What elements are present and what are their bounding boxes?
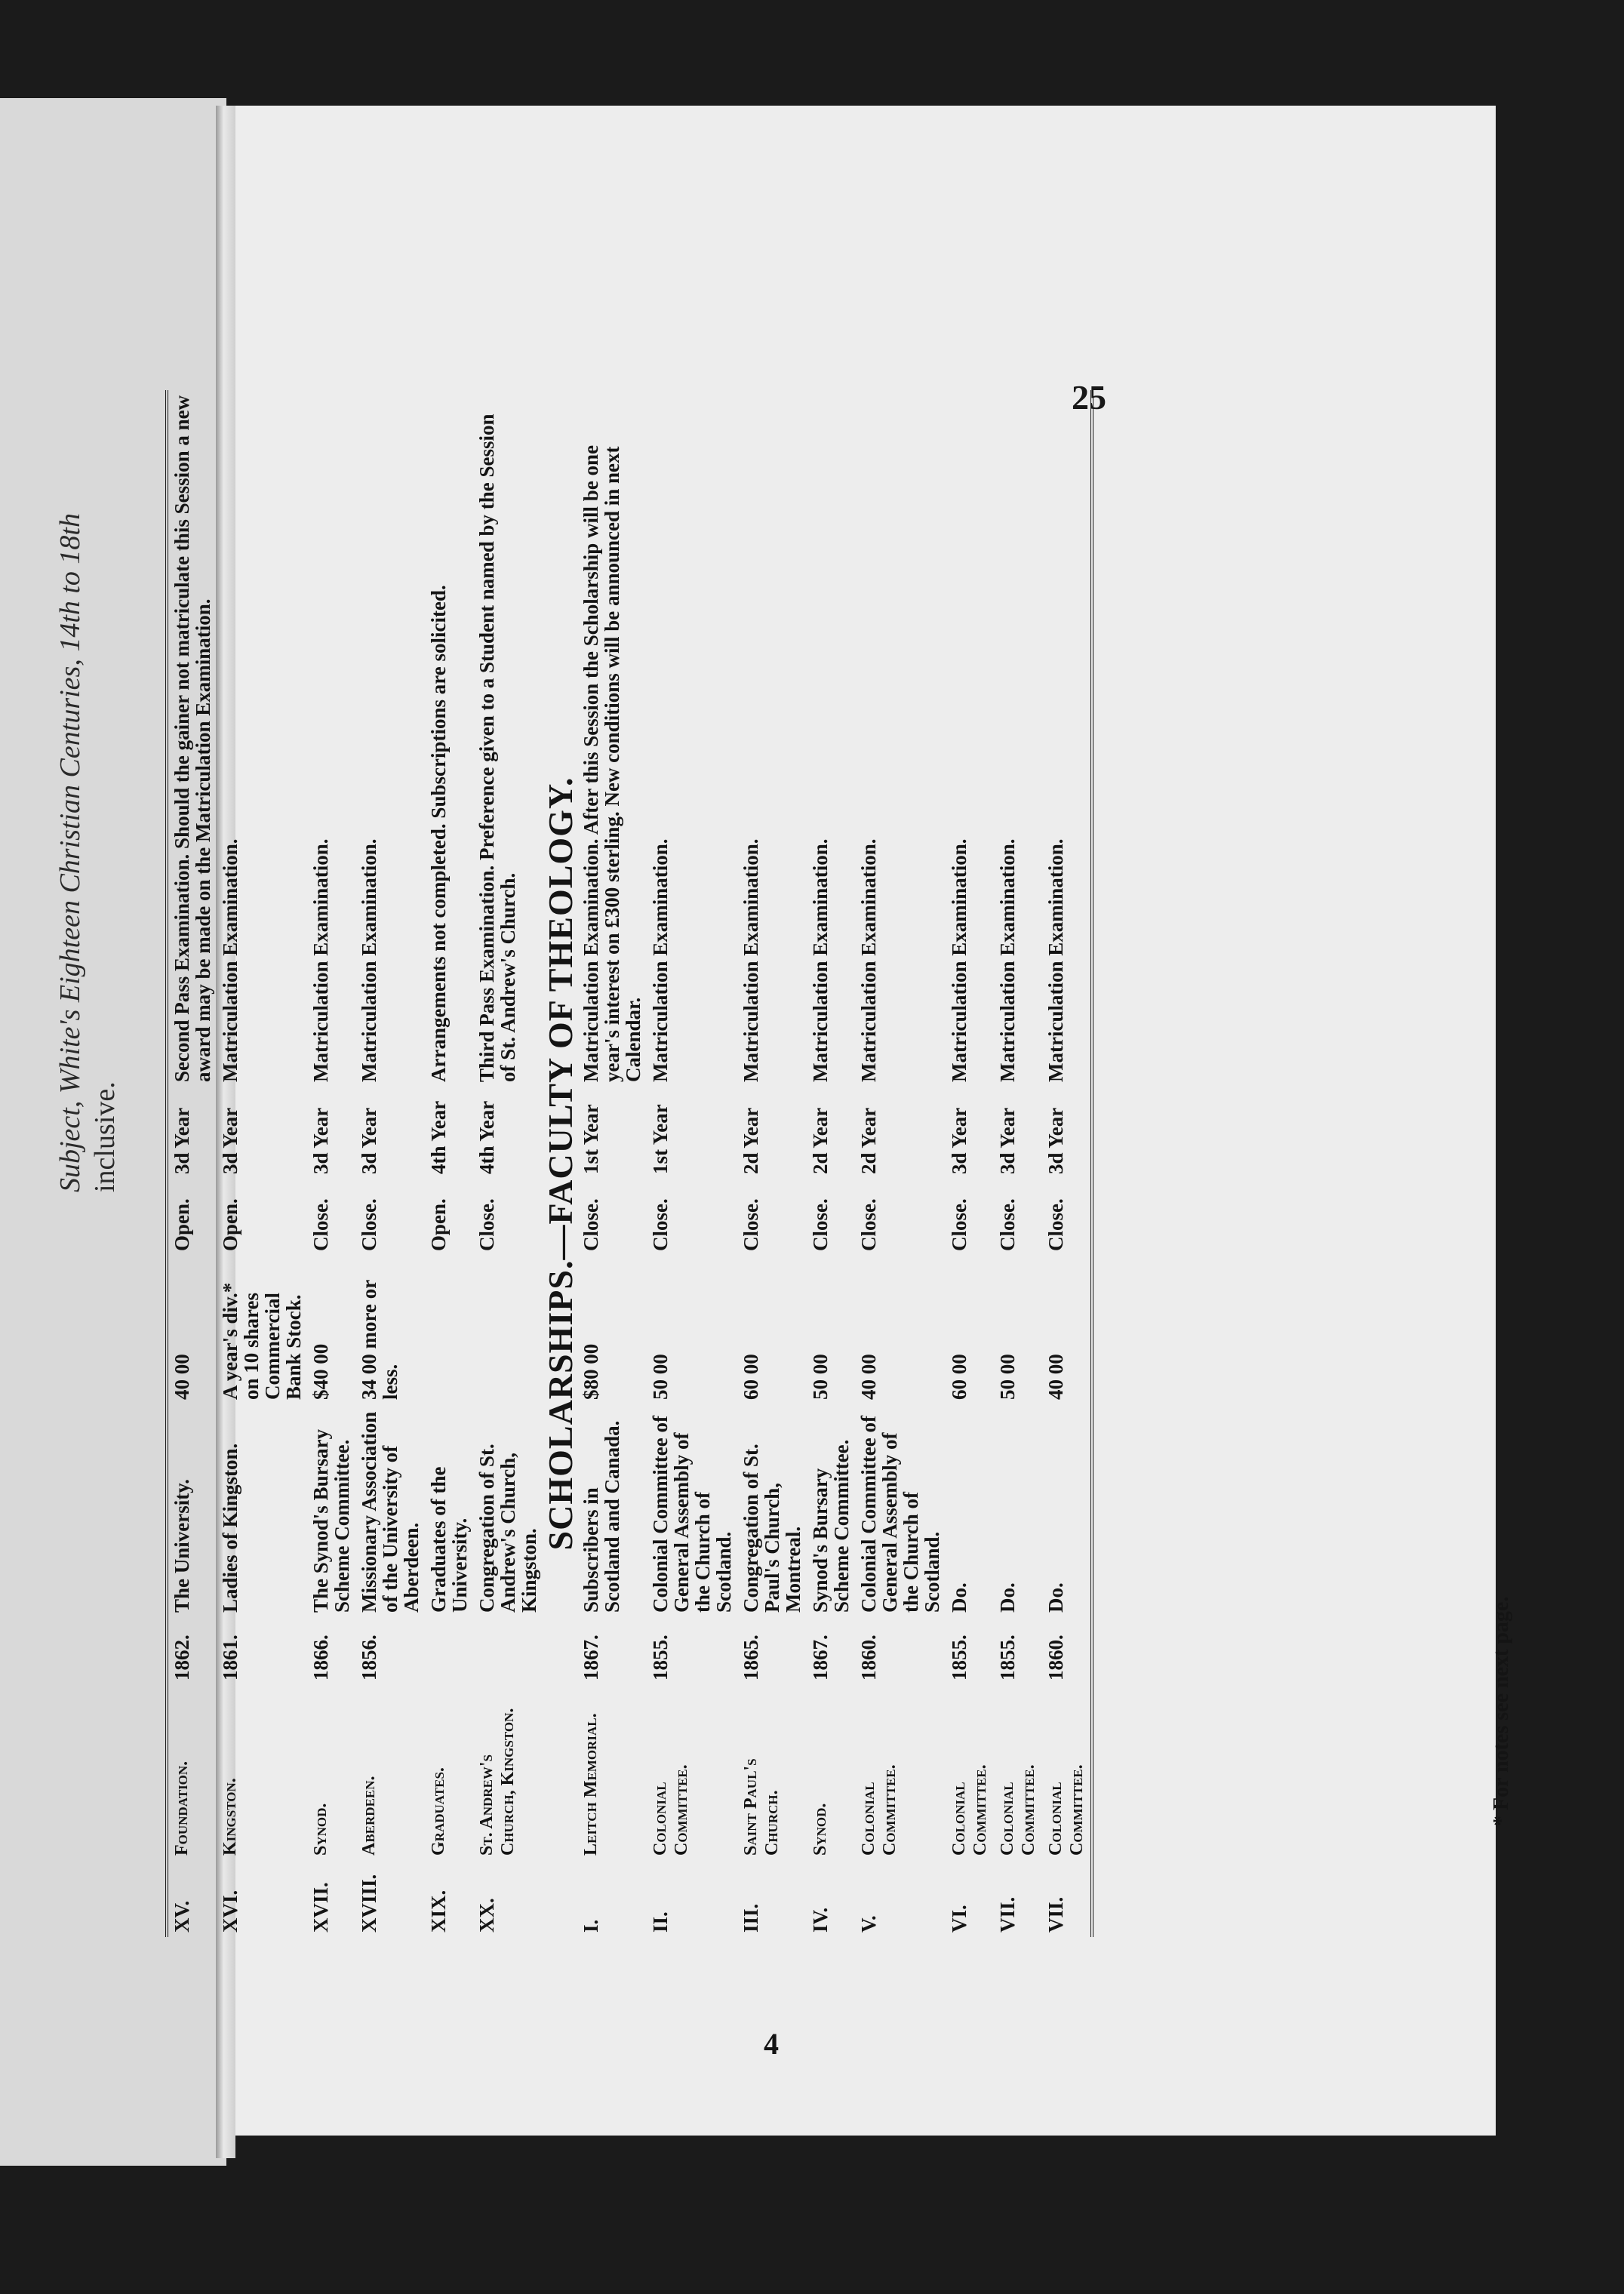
table-body-lower [577,390,1092,1937]
tenure: Close. [309,1198,332,1251]
year-of-course: 2d Year [809,1107,832,1174]
year-of-course: 3d Year [309,1107,332,1174]
conditions: Matriculation Examination. [219,838,241,1082]
year-of-course: 3d Year [171,1107,193,1174]
table-row [577,390,647,1937]
scholarship-name: Colonial Committee. [859,1764,900,1856]
table-row [217,390,307,1937]
tenure: Close. [809,1198,832,1251]
scholarship-name: Saint Paul's Church. [741,1758,782,1856]
row-number: XV. [171,1900,193,1933]
funded-by: Ladies of Kingston. [219,1443,241,1613]
scholarship-value: 60 00 [948,1354,970,1400]
page-number: 25 [1072,378,1106,417]
table-row [473,390,543,1937]
funded-by: Graduates of the University. [427,1466,471,1613]
conditions: Matriculation Examination. [857,838,880,1082]
funded-by: Missionary Association of the University of Aberdeen. [358,1411,423,1613]
scholarship-name: Colonial Committee. [998,1764,1038,1856]
table-row [737,390,807,1937]
founded-year: 1855. [948,1634,970,1681]
year-of-course: 3d Year [948,1107,970,1174]
founded-year: 1856. [358,1634,380,1681]
row-number: XX. [475,1898,498,1933]
conditions: Matriculation Examination. [309,838,332,1082]
tenure: Close. [358,1198,380,1251]
table-row [994,390,1042,1937]
funded-by: Colonial Committee of General Assembly of the Church of Scotland. [649,1416,735,1613]
year-of-course: 3d Year [219,1107,241,1174]
founded-year: 1861. [219,1634,241,1681]
left-text-line-1: Subject, White's Eighteen Christian Centuries, 14th to 18th [54,513,86,1192]
section-header-row [543,390,577,1937]
year-of-course: 1st Year [649,1104,672,1174]
scholarship-name: Foundation. [172,1760,192,1856]
section-header: SCHOLARSHIPS.—FACULTY OF THEOLOGY. [541,776,580,1551]
row-number: IV. [809,1907,832,1933]
year-of-course: 2d Year [857,1107,880,1174]
table-row [167,390,217,1937]
founded-year: 1860. [857,1634,880,1681]
scholarship-value: 34 00 more or less. [358,1280,401,1400]
table-row [307,390,355,1937]
tenure: Close. [475,1198,498,1251]
funded-by: The Synod's Bursary Scheme Committee. [309,1428,353,1613]
conditions: Matriculation Examination. [1044,838,1067,1082]
row-number: II. [649,1911,672,1933]
table-row [807,390,855,1937]
row-number: XVII. [309,1882,332,1933]
founded-year: 1867. [809,1634,832,1681]
conditions: Arrangements not completed. Subscriptions are solicited. [427,585,450,1082]
row-number: VI. [948,1905,970,1933]
funded-by: Do. [996,1582,1019,1613]
table-row [647,390,737,1937]
conditions: Second Pass Examination. Should the gainer not matriculate this Session a new award may be made on the Matriculation Examination. [171,395,214,1082]
conditions: Matriculation Examination. [948,838,970,1082]
table-row [425,390,473,1937]
scholarship-name: St. Andrew's Church, Kingston. [477,1708,518,1856]
funded-by: The University. [171,1478,193,1613]
tenure: Open. [219,1198,241,1251]
footnote-text: * For notes see next page. [1490,1596,1513,1826]
tenure: Open. [427,1198,450,1251]
funded-by: Subscribers in Scotland and Canada. [580,1420,623,1613]
scholarship-name: Leitch Memorial. [581,1713,601,1856]
left-page-text [53,400,136,1192]
row-number: III. [740,1903,762,1933]
conditions: Matriculation Examination. [649,838,672,1082]
scholarship-value: $40 00 [309,1343,332,1400]
scholarship-value: 40 00 [857,1354,880,1400]
founded-year [473,1617,543,1685]
scholarship-name: Graduates. [429,1767,448,1856]
scholarship-value [425,1256,473,1404]
founded-year: 1867. [580,1634,602,1681]
tenure: Close. [580,1198,602,1251]
conditions: Matriculation Examination. After this Session the Scholarship will be one year's interest on £300 sterling. New conditions will be announced in next Calendar. [580,444,644,1082]
scholarship-value: 50 00 [996,1354,1019,1400]
section-header-body [541,390,580,1937]
table-row [855,390,946,1937]
scholarship-table-rotated [165,390,1087,1937]
scholarship-name: Colonial Committee. [1046,1764,1087,1856]
signature-mark: 4 [764,2027,779,2061]
founded-year: 1862. [171,1634,193,1681]
row-number: I. [580,1919,602,1933]
founded-year: 1860. [1044,1634,1067,1681]
funded-by: Congregation of St. Paul's Church, Montreal. [740,1444,804,1613]
table-row [946,390,994,1937]
funded-by: Do. [948,1582,970,1613]
scholarship-name: Synod. [311,1803,331,1856]
scholarship-value: 50 00 [649,1354,672,1400]
row-number: VII. [1044,1896,1067,1933]
founded-year: 1866. [309,1634,332,1681]
scholarship-name: Kingston. [220,1778,240,1856]
table-body-upper [167,390,543,1937]
founded-year: 1865. [740,1634,762,1681]
scholarship-name: Colonial Committee. [651,1764,691,1856]
tenure: Close. [996,1198,1019,1251]
year-of-course: 3d Year [1044,1107,1067,1174]
founded-year [425,1617,473,1685]
founded-year: 1855. [649,1634,672,1681]
scholarship-value [473,1256,543,1404]
tenure: Close. [948,1198,970,1251]
scholarship-value: 60 00 [740,1354,762,1400]
tenure: Open. [171,1198,193,1251]
row-number: VII. [996,1896,1019,1933]
year-of-course: 3d Year [358,1107,380,1174]
tenure: Close. [1044,1198,1067,1251]
scholarship-name: Colonial Committee. [949,1764,990,1856]
year-of-course: 2d Year [740,1107,762,1174]
conditions: Matriculation Examination. [358,838,380,1082]
funded-by: Congregation of St. Andrew's Church, Kingston. [475,1444,540,1613]
tenure: Close. [857,1198,880,1251]
scholarship-table [165,390,1093,1937]
tenure: Close. [740,1198,762,1251]
conditions: Matriculation Examination. [809,838,832,1082]
scholarship-name: Aberdeen. [359,1776,379,1856]
scholarship-value: 40 00 [1044,1354,1067,1400]
row-number: XVI. [219,1890,241,1933]
funded-by: Do. [1044,1582,1067,1613]
funded-by: Colonial Committee of General Assembly of the Church of Scotland. [857,1416,943,1613]
tenure: Close. [649,1198,672,1251]
scholarship-value: 50 00 [809,1354,832,1400]
conditions: Third Pass Examination. Preference given to a Student named by the Session of St. Andrew's Church. [475,414,519,1082]
scholarship-value: $80 00 [580,1343,602,1400]
table-row [1042,390,1092,1937]
year-of-course: 3d Year [996,1107,1019,1174]
year-of-course: 4th Year [475,1100,498,1174]
founded-year: 1855. [996,1634,1019,1681]
funded-by: Synod's Bursary Scheme Committee. [809,1439,853,1613]
table-row [355,390,425,1937]
scholarship-value: A year's div.* on 10 shares Commercial Bank Stock. [219,1282,305,1400]
conditions: Matriculation Examination. [740,838,762,1082]
row-number: XVIII. [358,1874,380,1933]
year-of-course: 4th Year [427,1100,450,1174]
year-of-course: 1st Year [580,1104,602,1174]
scholarship-value: 40 00 [171,1354,193,1400]
scholarship-name: Synod. [810,1803,830,1856]
conditions: Matriculation Examination. [996,838,1019,1082]
row-number: V. [857,1915,880,1933]
left-text-line-2: inclusive. [89,1081,121,1192]
row-number: XIX. [427,1890,450,1933]
